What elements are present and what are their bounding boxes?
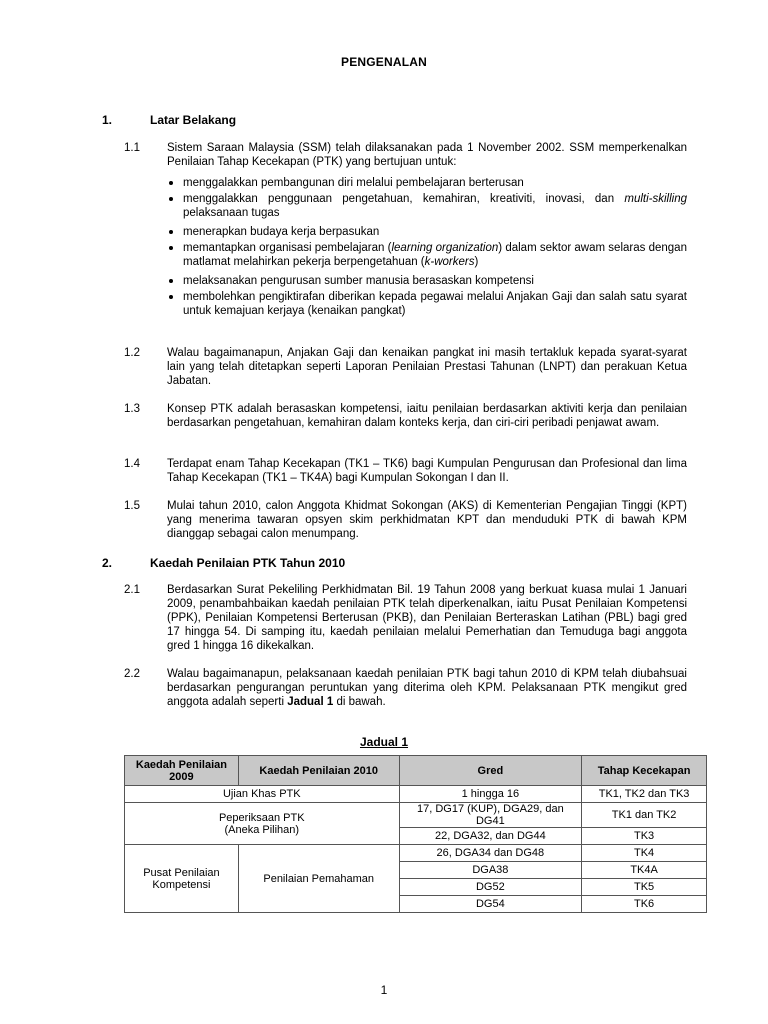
section-1-heading [102, 113, 236, 127]
paragraph-text: Konsep PTK adalah berasaskan kompetensi, iaitu penilaian berdasarkan aktiviti kerja dan penilaian berdasarkan pengetahuan, kemahiran dalam konteks kerja, dan ciri-ciri peribadi penjawat awam. [167, 403, 687, 429]
paragraph-number: 1.4 [124, 458, 140, 470]
list-item: menerapkan budaya kerja berpasukan [167, 225, 687, 239]
table-cell: TK1 dan TK2 [582, 803, 707, 828]
jadual-1-table [124, 755, 707, 913]
paragraph-number: 2.2 [124, 668, 140, 680]
paragraph-1-3 [124, 402, 687, 430]
column-header: Tahap Kecekapan [582, 756, 707, 786]
paragraph-text: Walau bagaimanapun, pelaksanaan kaedah penilaian PTK bagi tahun 2010 di KPM telah diubahsuai berdasarkan pengurangan peruntukan yang diterima oleh KPM. Pelaksanaan PTK mengikut gred anggota adalah seperti Jadual 1 di bawah. [167, 668, 687, 708]
list-item: memantapkan organisasi pembelajaran (learning organization) dalam sektor awam selaras dengan matlamat melahirkan pekerja berpengetahuan (k-workers) [167, 241, 687, 269]
list-item: membolehkan pengiktirafan diberikan kepada pegawai melalui Anjakan Gaji dan salah satu syarat untuk kemajuan kerjaya (kenaikan pangkat) [167, 290, 687, 318]
table-cell: DGA38 [399, 862, 582, 879]
section-number: 1. [102, 113, 113, 127]
table-cell: Peperiksaan PTK (Aneka Pilihan) [125, 803, 400, 845]
paragraph-1-5 [124, 499, 687, 541]
table-cell: 26, DGA34 dan DG48 [399, 845, 582, 862]
paragraph-2-2 [124, 667, 687, 709]
paragraph-1-1 [124, 141, 687, 169]
list-item: menggalakkan pembangunan diri melalui pembelajaran berterusan [167, 176, 687, 190]
table-cell: TK4 [582, 845, 707, 862]
table-cell: Pusat Penilaian Kompetensi [125, 845, 239, 913]
table-cell: TK4A [582, 862, 707, 879]
paragraph-number: 1.5 [124, 500, 140, 512]
paragraph-2-1 [124, 583, 687, 653]
section-number: 2. [102, 556, 113, 570]
table-caption: Jadual 1 [359, 735, 409, 749]
paragraph-1-2 [124, 346, 687, 388]
paragraph-text: Berdasarkan Surat Pekeliling Perkhidmatan Bil. 19 Tahun 2008 yang berkuat kuasa mulai 1 Januari 2009, penambahbaikan kaedah penilaian PTK telah diperkenalkan, iaitu Pusat Penilaian Kompetensi (PPK), Penilaian Kompetensi Berterusan (PKB), dan Penilaian Berteraskan Latihan (PBL) bagi gred 17 hingga 54. Di samping itu, kaedah penilaian melalui Pemerhatian dan Temuduga bagi anggota gred 1 hingga 16 dikekalkan. [167, 584, 687, 652]
paragraph-number: 2.1 [124, 584, 140, 596]
table-cell: DG52 [399, 879, 582, 896]
paragraph-number: 1.2 [124, 347, 140, 359]
table-row [125, 786, 707, 803]
table-row [125, 803, 707, 828]
paragraph-text: Sistem Saraan Malaysia (SSM) telah dilaksanakan pada 1 November 2002. SSM memperkenalkan Penilaian Tahap Kecekapan (PTK) yang bertujuan untuk: [167, 142, 687, 168]
table-row [125, 845, 707, 862]
paragraph-number: 1.1 [124, 142, 140, 154]
page-number: 1 [380, 983, 388, 997]
table-cell: 17, DG17 (KUP), DGA29, dan DG41 [399, 803, 582, 828]
section-2-heading [102, 556, 345, 570]
table-cell: DG54 [399, 896, 582, 913]
table-header-row [125, 756, 707, 786]
table-cell: TK3 [582, 828, 707, 845]
table-cell: TK5 [582, 879, 707, 896]
column-header: Kaedah Penilaian 2009 [125, 756, 239, 786]
column-header: Gred [399, 756, 582, 786]
section-title: Kaedah Penilaian PTK Tahun 2010 [150, 556, 346, 570]
paragraph-text: Walau bagaimanapun, Anjakan Gaji dan kenaikan pangkat ini masih tertakluk kepada syarat-syarat lain yang telah ditetapkan seperti Laporan Penilaian Prestasi Tahunan (LNPT) dan perakuan Ketua Jabatan. [167, 347, 687, 387]
section-title: Latar Belakang [150, 113, 237, 127]
table-cell: TK1, TK2 dan TK3 [582, 786, 707, 803]
paragraph-number: 1.3 [124, 403, 140, 415]
table-cell: 1 hingga 16 [399, 786, 582, 803]
paragraph-1-4 [124, 457, 687, 485]
page-title: PENGENALAN [340, 55, 427, 69]
table-cell: Ujian Khas PTK [125, 786, 400, 803]
table-cell: 22, DGA32, dan DG44 [399, 828, 582, 845]
table-cell: Penilaian Pemahaman [238, 845, 399, 913]
column-header: Kaedah Penilaian 2010 [238, 756, 399, 786]
paragraph-text: Terdapat enam Tahap Kecekapan (TK1 – TK6) bagi Kumpulan Pengurusan dan Profesional dan lima Tahap Kecekapan (TK1 – TK4A) bagi Kumpulan Sokongan I dan II. [167, 458, 687, 484]
objectives-list [167, 176, 687, 320]
paragraph-text: Mulai tahun 2010, calon Anggota Khidmat Sokongan (AKS) di Kementerian Pengajian Tinggi (KPT) yang menerima tawaran opsyen skim perkhidmatan KPT dan menduduki PTK di bawah KPM dianggap sebagai calon menumpang. [167, 500, 687, 540]
table-cell: TK6 [582, 896, 707, 913]
list-item: menggalakkan penggunaan pengetahuan, kemahiran, kreativiti, inovasi, dan multi-skilling pelaksanaan tugas [167, 192, 687, 220]
list-item: melaksanakan pengurusan sumber manusia berasaskan kompetensi [167, 274, 687, 288]
